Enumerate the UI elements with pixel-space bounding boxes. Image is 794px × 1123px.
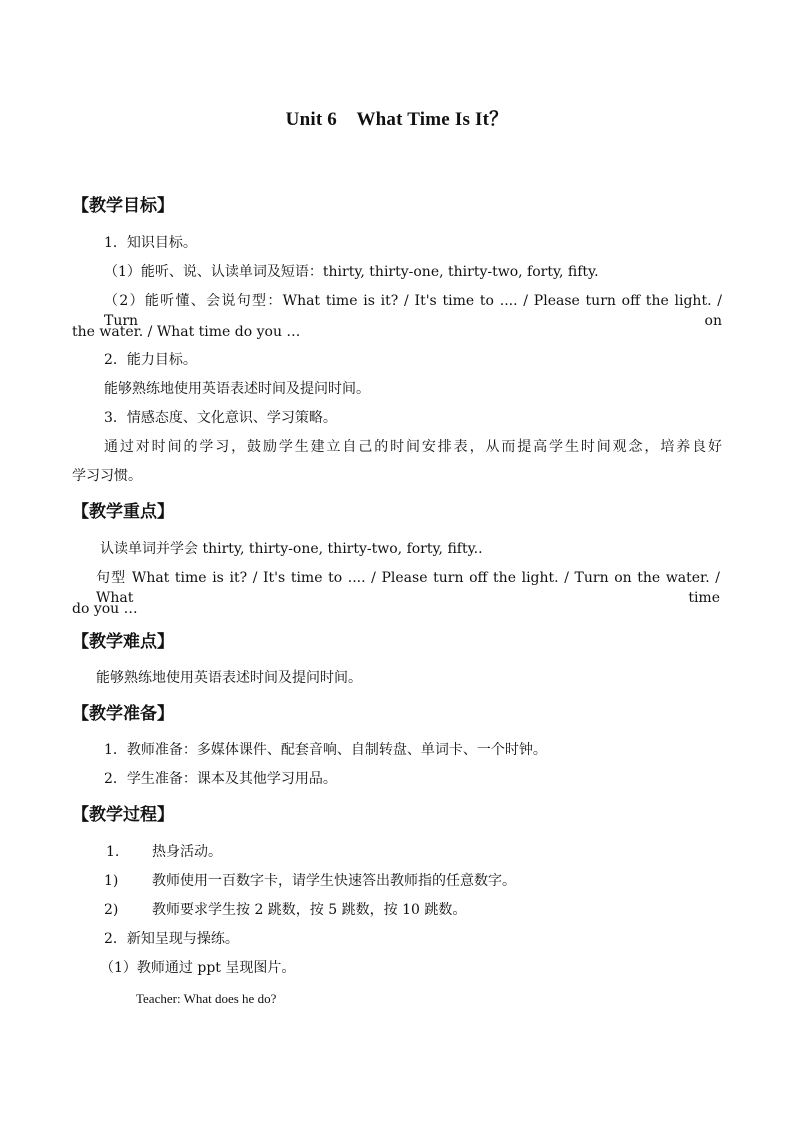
preparation-teacher: 1．教师准备：多媒体课件、配套音响、自制转盘、单词卡、一个时钟。: [104, 742, 547, 758]
goal-item-1-2-line1: （2）能听懂、会说句型：What time is it? / It's time to .... / Please turn off the light. / Turn on: [104, 293, 722, 329]
goal-item-3-text-line1: 通过对时间的学习，鼓励学生建立自己的时间安排表，从而提高学生时间观念，培养良好: [104, 439, 722, 455]
goal-item-3-text-line2: 学习习惯。: [72, 468, 142, 484]
dialogue-line-1: Teacher: What does he do?: [136, 991, 277, 1006]
goal-item-2: 2．能力目标。: [104, 352, 197, 368]
key-point-line-1: 认读单词并学会 thirty, thirty-one, thirty-two, forty, fifty..: [100, 541, 483, 557]
process-step-1-number: 1.: [106, 844, 120, 860]
document-title: Unit 6 What Time Is It？: [285, 109, 509, 130]
process-step-2: 2．新知呈现与操练。: [104, 931, 239, 947]
section-heading-preparation: 【教学准备】: [72, 704, 174, 724]
goal-item-1: 1．知识目标。: [104, 235, 197, 251]
goal-item-3: 3．情感态度、文化意识、学习策略。: [104, 410, 337, 426]
section-heading-goals: 【教学目标】: [72, 196, 174, 216]
process-step-1-text: 热身活动。: [152, 844, 222, 860]
goal-item-1-1: （1）能听、说、认读单词及短语：thirty, thirty-one, thirty-two, forty, fifty.: [104, 264, 599, 280]
goal-item-1-2-line2: the water. / What time do you …: [72, 324, 301, 340]
goal-item-2-text: 能够熟练地使用英语表述时间及提问时间。: [104, 381, 370, 397]
preparation-student: 2．学生准备：课本及其他学习用品。: [104, 771, 337, 787]
process-step-2-1: （1）教师通过 ppt 呈现图片。: [100, 960, 296, 976]
section-heading-key-points: 【教学重点】: [72, 502, 174, 522]
process-step-1a-number: 1): [104, 873, 119, 889]
difficulty-line-1: 能够熟练地使用英语表述时间及提问时间。: [96, 670, 362, 686]
process-step-1b: [104, 900, 466, 920]
key-point-line-3: do you …: [72, 601, 138, 617]
process-step-1a: [104, 871, 516, 891]
key-point-line-2: 句型 What time is it? / It's time to .... / Please turn off the light. / Turn on the water. / What time: [96, 570, 720, 606]
process-step-1b-text: 教师要求学生按 2 跳数，按 5 跳数，按 10 跳数。: [152, 902, 467, 918]
section-heading-difficulties: 【教学难点】: [72, 632, 174, 652]
process-step-1b-number: 2): [104, 902, 119, 918]
process-step-1: [106, 842, 222, 862]
process-step-1a-text: 教师使用一百数字卡，请学生快速答出教师指的任意数字。: [152, 873, 516, 889]
section-heading-process: 【教学过程】: [72, 805, 174, 825]
